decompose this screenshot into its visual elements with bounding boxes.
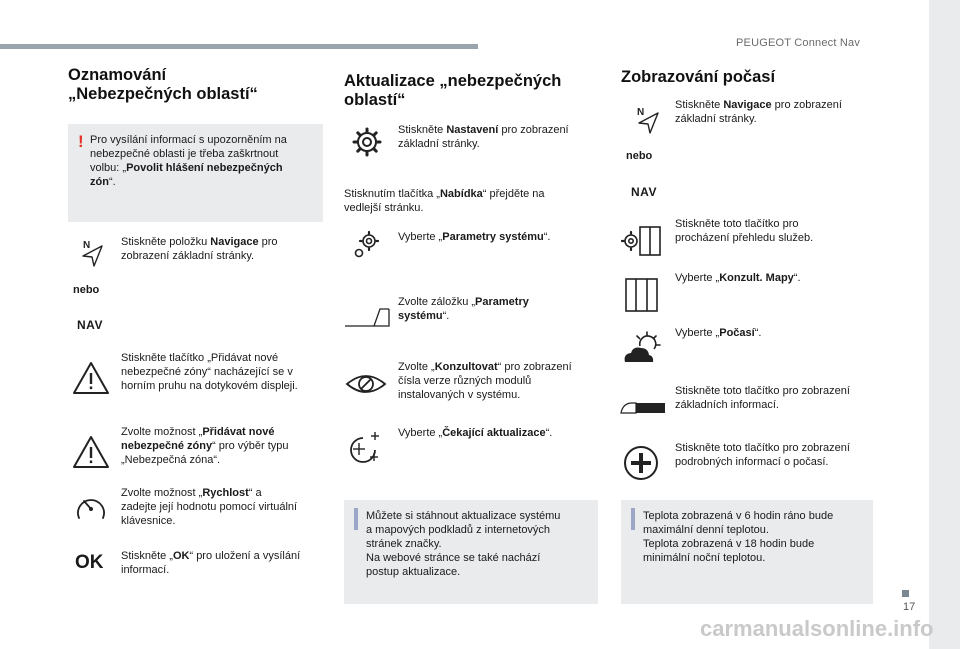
view-eye-icon [344, 370, 388, 398]
text-line: Na webové stránce se také nachází [366, 552, 541, 564]
text-run: Vyberte „ [398, 231, 443, 243]
text-run-bold: Konzult. Mapy [719, 272, 794, 284]
info-text [366, 509, 560, 579]
basic-info-tab-icon [620, 399, 666, 415]
text-run: Zvolte možnost „ [121, 487, 203, 499]
page-marker [902, 590, 909, 597]
step-system-tab-text [398, 295, 529, 323]
step-basic-info-text [675, 384, 850, 412]
text-run-bold: nebezpečné zóny [121, 440, 213, 452]
info-mark-icon [354, 508, 358, 530]
system-settings-icon [353, 230, 381, 260]
text-run: “. [543, 231, 551, 243]
weather-icon [621, 330, 663, 366]
text-run: Zvolte „ [398, 361, 435, 373]
section-title-hazard-update [344, 72, 561, 110]
text-line: postup aktualizace. [366, 566, 461, 578]
text-line: informací. [121, 564, 170, 576]
pending-updates-icon [345, 430, 383, 466]
map-icon [623, 276, 661, 314]
menu-hint-text [344, 187, 545, 215]
text-line [675, 98, 842, 112]
text-run-bold: Parametry [475, 296, 529, 308]
text-run: Stiskněte „ [121, 550, 173, 562]
header-rule [0, 44, 478, 49]
text-run: Stisknutím tlačítka „ [344, 188, 440, 200]
text-run-bold: Přidávat nové [202, 426, 275, 438]
text-line: Stiskněte tlačítko „Přidávat nové [121, 352, 279, 364]
info-box [344, 500, 598, 604]
text-line: stránek značky. [366, 538, 442, 550]
navigation-arrow-icon [634, 104, 662, 134]
details-plus-icon [622, 444, 660, 482]
nav-button-label: NAV [631, 185, 657, 199]
text-line: nebezpečné zóny“ nacházející se v [121, 366, 293, 378]
text-line: Teplota zobrazená v 6 hodin ráno bude [643, 510, 834, 522]
text-line: Teplota zobrazená v 18 hodin bude [643, 538, 815, 550]
text-run: Stiskněte [675, 99, 724, 111]
info-box [621, 500, 873, 604]
step-services-text [675, 217, 813, 245]
text-line [344, 187, 545, 201]
text-run-bold: Povolit hlášení nebezpečných [126, 162, 283, 174]
text-line: vedlejší stránku. [344, 202, 424, 214]
text-line: minimální noční teplotou. [643, 552, 766, 564]
text-run: Vyberte „ [675, 272, 720, 284]
text-line [398, 123, 569, 137]
text-line: „Nebezpečná zóna“. [121, 454, 221, 466]
text-run: Stiskněte [398, 124, 447, 136]
step-weather-text [675, 326, 761, 340]
step-speed-text [121, 486, 297, 528]
text-run-bold: Parametry systému [442, 231, 544, 243]
or-label: nebo [626, 150, 653, 162]
warning-triangle-icon [71, 360, 111, 396]
text-run: “. [108, 176, 116, 188]
text-line: maximální denní teplotou. [643, 524, 769, 536]
text-line: Stiskněte toto tlačítko pro zobrazení [675, 385, 850, 397]
speedometer-icon [74, 492, 108, 522]
step-consult-text [398, 360, 572, 402]
text-line: horním pruhu na dotykovém displeji. [121, 380, 298, 392]
text-run: pro [258, 236, 278, 248]
warning-mark-icon: ! [78, 132, 84, 151]
step-navigation-text [675, 98, 842, 126]
text-run: volbu: „ [90, 162, 127, 174]
text-run: “ pro zobrazení [497, 361, 572, 373]
text-line [398, 309, 529, 323]
brand-label: PEUGEOT Connect Nav [736, 37, 861, 49]
or-label: nebo [73, 284, 100, 296]
step-pending-updates-text [398, 426, 552, 440]
text-line: Můžete si stáhnout aktualizace systému [366, 510, 561, 522]
tab-icon [344, 306, 390, 328]
text-run-bold: Počasí [719, 327, 755, 339]
gear-icon [352, 127, 382, 157]
text-run: Vyberte „ [398, 427, 443, 439]
watermark: carmanualsonline.info [700, 616, 934, 641]
title-line: „Nebezpečných oblastí“ [68, 85, 258, 103]
warning-triangle-icon [71, 434, 111, 470]
warning-text [90, 133, 287, 189]
text-line: zobrazení základní stránky. [121, 250, 255, 262]
nav-button-label: NAV [77, 318, 103, 332]
text-run-bold: zón [90, 176, 109, 188]
section-title-hazard-reporting [68, 66, 258, 104]
step-navigation-text [121, 235, 278, 263]
text-line: klávesnice. [121, 515, 176, 527]
text-run-bold: Nastavení [446, 124, 499, 136]
text-run-bold: systému [398, 310, 443, 322]
text-run: “ pro uložení a vysílání [189, 550, 301, 562]
info-text [643, 509, 833, 565]
text-line: procházení přehledu služeb. [675, 232, 814, 244]
text-run: “. [793, 272, 801, 284]
text-run: “ a [248, 487, 262, 499]
text-run-bold: OK [172, 550, 190, 562]
step-settings-text [398, 123, 569, 151]
text-line: Stiskněte toto tlačítko pro [675, 218, 799, 230]
step-add-hazard-text [121, 351, 298, 393]
text-line [121, 425, 289, 439]
step-maps-text [675, 271, 801, 285]
services-apps-icon [621, 224, 663, 258]
page-side-strip [929, 0, 960, 649]
text-run: “ pro výběr typu [212, 440, 289, 452]
ok-button-label: OK [75, 552, 104, 573]
text-run: pro zobrazení [498, 124, 569, 136]
text-line: základních informací. [675, 399, 779, 411]
svg-text:N: N [637, 107, 645, 118]
text-line: instalovaných v systému. [398, 389, 521, 401]
title-line: Aktualizace „nebezpečných [344, 72, 562, 90]
text-run: “. [545, 427, 553, 439]
step-system-params-text [398, 230, 550, 244]
text-run-bold: Nabídka [439, 188, 483, 200]
text-line: zadejte její hodnotu pomocí virtuální [121, 501, 298, 513]
navigation-arrow-icon [78, 237, 106, 267]
text-line [90, 175, 287, 189]
warning-box [68, 124, 323, 222]
text-line: Stiskněte toto tlačítko pro zobrazení [675, 442, 850, 454]
text-run-bold: Navigace [723, 99, 772, 111]
title-line: Oznamování [68, 66, 167, 84]
text-line: základní stránky. [398, 138, 480, 150]
text-line: Pro vysílání informací s upozorněním na [90, 134, 287, 146]
text-line: čísla verze různých modulů [398, 375, 532, 387]
text-line [398, 360, 572, 374]
text-line: a mapových podkladů z internetových [366, 524, 551, 536]
text-line [398, 295, 529, 309]
text-run-bold: Čekající aktualizace [442, 427, 546, 439]
text-line: základní stránky. [675, 113, 757, 125]
text-run: “. [754, 327, 762, 339]
text-run: Zvolte možnost „ [121, 426, 203, 438]
step-ok-text [121, 549, 300, 577]
info-mark-icon [631, 508, 635, 530]
title-line: oblastí“ [344, 91, 406, 109]
text-run-bold: Navigace [210, 236, 259, 248]
text-run: “ přejděte na [482, 188, 545, 200]
text-line [121, 486, 297, 500]
text-run-bold: Rychlost [202, 487, 249, 499]
text-line [90, 161, 287, 175]
text-run: Stiskněte položku [121, 236, 211, 248]
svg-text:N: N [83, 240, 91, 251]
text-run: “. [442, 310, 450, 322]
step-hazard-type-text [121, 425, 289, 467]
text-line [121, 235, 278, 249]
text-line: podrobných informací o počasí. [675, 456, 829, 468]
text-run: Vyberte „ [675, 327, 720, 339]
text-line: nebezpečné oblasti je třeba zaškrtnout [90, 148, 279, 160]
page-number: 17 [903, 601, 916, 613]
text-line [121, 439, 289, 453]
section-title-weather: Zobrazování počasí [621, 68, 776, 86]
text-run: pro zobrazení [771, 99, 842, 111]
text-run-bold: Konzultovat [434, 361, 498, 373]
text-line [121, 549, 300, 563]
text-run: Zvolte záložku „ [398, 296, 476, 308]
step-details-text [675, 441, 850, 469]
